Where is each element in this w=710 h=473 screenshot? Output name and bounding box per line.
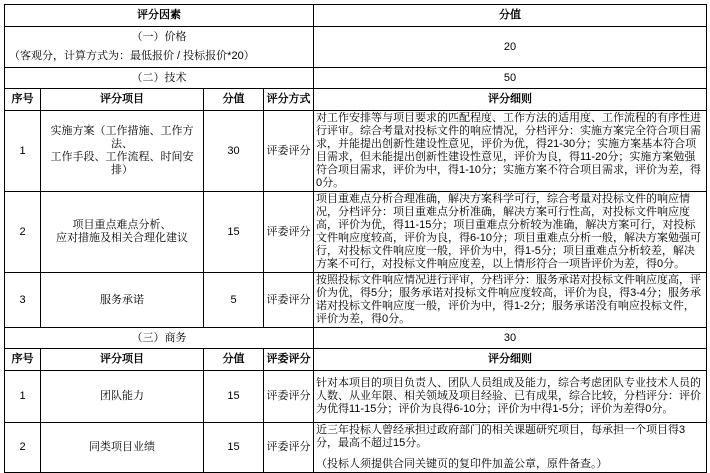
row-item	[41, 273, 204, 328]
row-detail: 针对本项目的项目负责人、团队人员组成及能力，综合考虑团队专业技术人员的人数、从业年限、相关领域及项目经验、已有成果，综合比较，分档评分：评价为优得11-15分；评价为良得6-10分；评价为中得1-5分；评价为差得0分。	[314, 371, 707, 423]
row-method: 评委评分	[264, 192, 314, 273]
col-header-detail: 评分细则	[314, 89, 707, 111]
row-no: 2	[5, 423, 41, 473]
row-no: 1	[5, 111, 41, 192]
row-item-line: 项目重点难点分析、	[72, 219, 172, 231]
row-item	[41, 192, 204, 273]
row-item-line: 团队能力	[100, 390, 144, 402]
price-section-score: 20	[314, 27, 707, 68]
price-section-title: （一）价格	[131, 31, 187, 43]
col-header-no: 序号	[5, 349, 41, 371]
row-detail-paragraph: 近三年投标人曾经承担过政府部门的相关课题研究项目，每承担一个项目得3分，最高不超过15分。	[316, 424, 686, 449]
row-score: 15	[204, 192, 264, 273]
row-detail	[314, 423, 707, 473]
table-row	[5, 5, 707, 27]
biz-section-title: （三）商务	[5, 328, 314, 349]
row-detail: 按照投标文件响应情况进行评审，分档评分：服务承诺对投标文件响应度高，评价为优，得5分；服务承诺对投标文件响应度较高，评价为良，得3-4分；服务承诺对投标文件响应度一般，评价为中，得1-2分；服务承诺没有响应投标文件，评价为差，得0分。	[314, 273, 707, 328]
row-item	[41, 371, 204, 423]
row-no: 3	[5, 273, 41, 328]
row-detail-note: （投标人须提供合同关键页的复印件加盖公章，原件备查。）	[316, 458, 608, 470]
col-header-no: 序号	[5, 89, 41, 111]
row-item	[41, 423, 204, 473]
row-method: 评委评分	[264, 273, 314, 328]
col-header-detail: 评分细则	[314, 349, 707, 371]
price-section-row	[5, 27, 707, 68]
price-section-note: （客观分，计算方式为：最低报价 / 投标报价*20）	[9, 50, 255, 62]
col-header-method: 评分方式	[264, 89, 314, 111]
biz-header-row	[5, 349, 707, 371]
row-score: 15	[204, 371, 264, 423]
row-item-line: 同类项目业绩	[89, 441, 155, 453]
row-score: 15	[204, 423, 264, 473]
col-header-item: 评分项目	[41, 349, 204, 371]
tech-header-row	[5, 89, 707, 111]
row-method: 评委评分	[264, 371, 314, 423]
tech-section-row	[5, 68, 707, 89]
tech-section-score: 50	[314, 68, 707, 89]
table-row	[5, 371, 707, 423]
col-header-item: 评分项目	[41, 89, 204, 111]
row-method: 评委评分	[264, 111, 314, 192]
row-score: 5	[204, 273, 264, 328]
row-item-line: 实施方案（工作措施、工作方法、	[50, 125, 194, 150]
biz-section-score: 30	[314, 328, 707, 349]
col-header-score: 分值	[204, 349, 264, 371]
table-row	[5, 423, 707, 473]
row-method: 评委评分	[264, 423, 314, 473]
col-header-method: 评委评分	[264, 349, 314, 371]
price-section-cell	[5, 27, 314, 68]
row-item-line: 工作手段、工作流程、时间安排）	[50, 151, 194, 176]
tech-section-title: （二）技术	[5, 68, 314, 89]
table-row	[5, 273, 707, 328]
score-header-cell: 分值	[314, 5, 707, 27]
row-item-line: 应对措施及相关合理化建议	[56, 232, 188, 244]
row-detail: 项目重难点分析合理准确，解决方案科学可行，综合考量对投标文件的响应情况，分档评分：项目重难点分析准确，解决方案可行性高，对投标文件响应度高，评价为优，得11-15分；项目重难点分析较为准确，解决方案可行，对投标文件响应度较高，评价为良，得6-10分；项目重难点分析一般，解决方案勉强可行，对投标文件响应度一般，评价为中，得1-5分；项目重难点分析较差，解决方案不可行，对投标文件响应度差，以上情形符合一项皆评价为差，得0分。	[314, 192, 707, 273]
col-header-score: 分值	[204, 89, 264, 111]
table-row	[5, 192, 707, 273]
row-no: 1	[5, 371, 41, 423]
row-score: 30	[204, 111, 264, 192]
row-item-line: 服务承诺	[100, 293, 144, 306]
row-detail: 对工作安排等与项目要求的匹配程度、工作方法的适用度、工作流程的有序性进行评审。综合考量对投标文件的响应情况，分档评分：实施方案完全符合项目需求，并能提出创新性建设性意见，评价为优，得21-30分；实施方案基本符合项目需求，但未能提出创新性建设性意见，评价为良，得11-20分；实施方案勉强符合项目需求，评价为中，得1-10分；实施方案不符合项目需求，评价为差，得0分。	[314, 111, 707, 192]
factor-header-cell: 评分因素	[5, 5, 314, 27]
row-item	[41, 111, 204, 192]
table-row	[5, 111, 707, 192]
scoring-table	[4, 4, 707, 473]
biz-section-row	[5, 328, 707, 349]
row-no: 2	[5, 192, 41, 273]
